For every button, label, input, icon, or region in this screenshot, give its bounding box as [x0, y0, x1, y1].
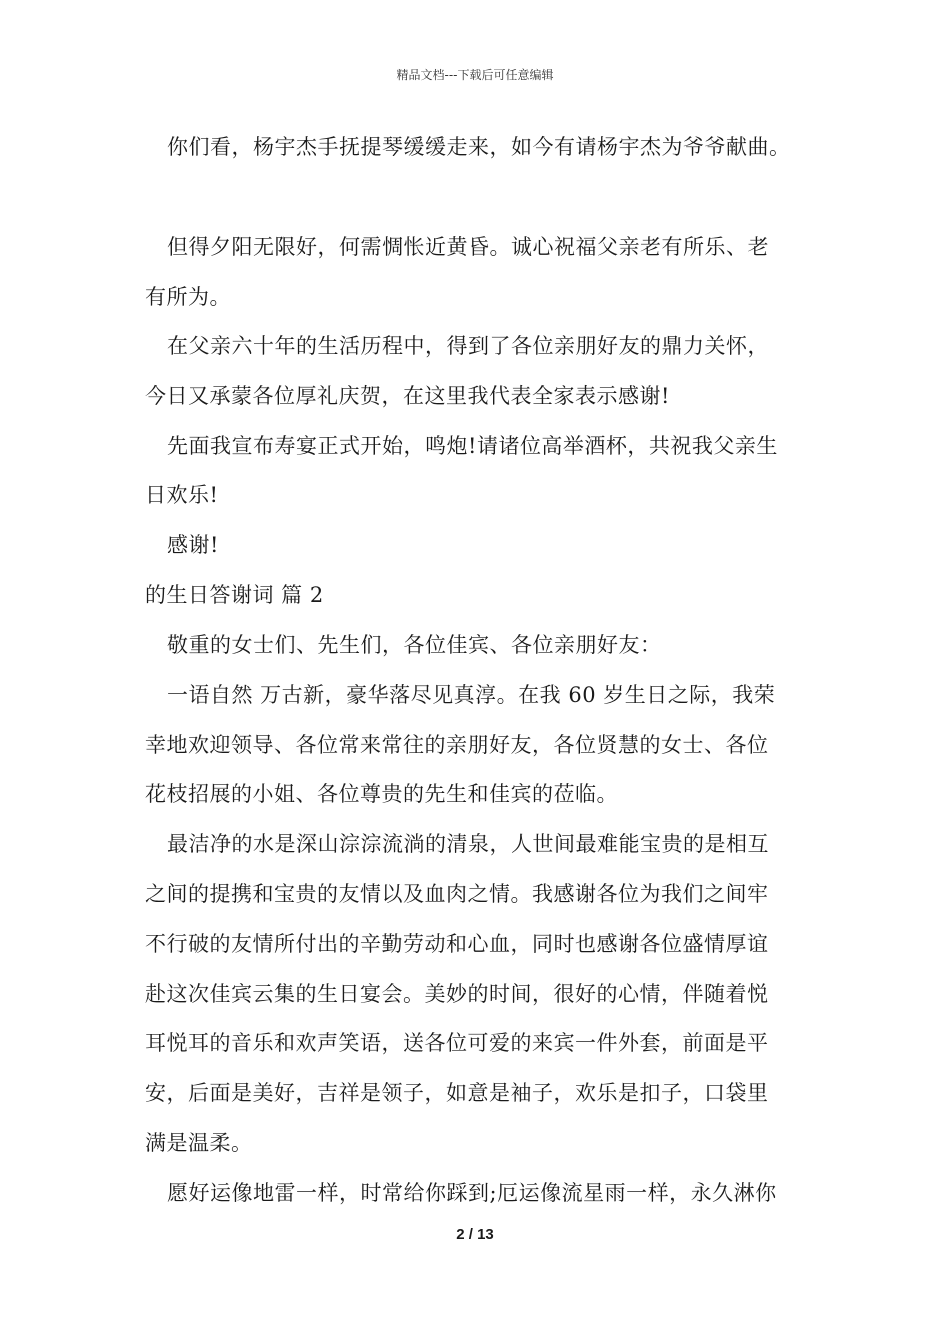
- paragraph-line: 安，后面是美好，吉祥是领子，如意是袖子，欢乐是扣子，口袋里: [145, 1081, 769, 1105]
- page-header: 精品文档---下载后可任意编辑: [396, 68, 554, 82]
- page-number: 2 / 13: [456, 1226, 494, 1243]
- paragraph-line: 今日又承蒙各位厚礼庆贺，在这里我代表全家表示感谢!: [145, 384, 670, 408]
- paragraph-line: 有所为。: [145, 285, 231, 309]
- paragraph-line: 花枝招展的小姐、各位尊贵的先生和佳宾的莅临。: [145, 782, 618, 806]
- paragraph-line: 满是温柔。: [145, 1131, 253, 1155]
- paragraph-line: 日欢乐!: [145, 483, 219, 507]
- section-heading: 的生日答谢词 篇 2: [145, 583, 324, 607]
- paragraph-line: 感谢!: [167, 533, 219, 557]
- paragraph-line: 敬重的女士们、先生们，各位佳宾、各位亲朋好友：: [167, 633, 662, 657]
- paragraph-line: 但得夕阳无限好，何需惆怅近黄昏。诚心祝福父亲老有所乐、老: [167, 235, 769, 259]
- paragraph-line: 先面我宣布寿宴正式开始，鸣炮!请诸位高举酒杯，共祝我父亲生: [167, 434, 778, 458]
- paragraph-line: 愿好运像地雷一样，时常给你踩到;厄运像流星雨一样，永久淋你: [167, 1181, 777, 1205]
- paragraph-line: 不行破的友情所付出的辛勤劳动和心血，同时也感谢各位盛情厚谊: [145, 932, 769, 956]
- paragraph-line: 一语自然 万古新，豪华落尽见真淳。在我 60 岁生日之际，我荣: [167, 683, 776, 707]
- paragraph-line: 最洁净的水是深山淙淙流淌的清泉，人世间最难能宝贵的是相互: [167, 832, 769, 856]
- paragraph-line: 幸地欢迎领导、各位常来常往的亲朋好友，各位贤慧的女士、各位: [145, 733, 769, 757]
- paragraph-line: 之间的提携和宝贵的友情以及血肉之情。我感谢各位为我们之间牢: [145, 882, 769, 906]
- paragraph-line: 赴这次佳宾云集的生日宴会。美妙的时间，很好的心情，伴随着悦: [145, 982, 769, 1006]
- paragraph-line: 在父亲六十年的生活历程中，得到了各位亲朋好友的鼎力关怀，: [167, 334, 769, 358]
- paragraph-line: 你们看，杨宇杰手抚提琴缓缓走来，如今有请杨宇杰为爷爷献曲。: [167, 135, 791, 159]
- paragraph-line: 耳悦耳的音乐和欢声笑语，送各位可爱的来宾一件外套，前面是平: [145, 1031, 769, 1055]
